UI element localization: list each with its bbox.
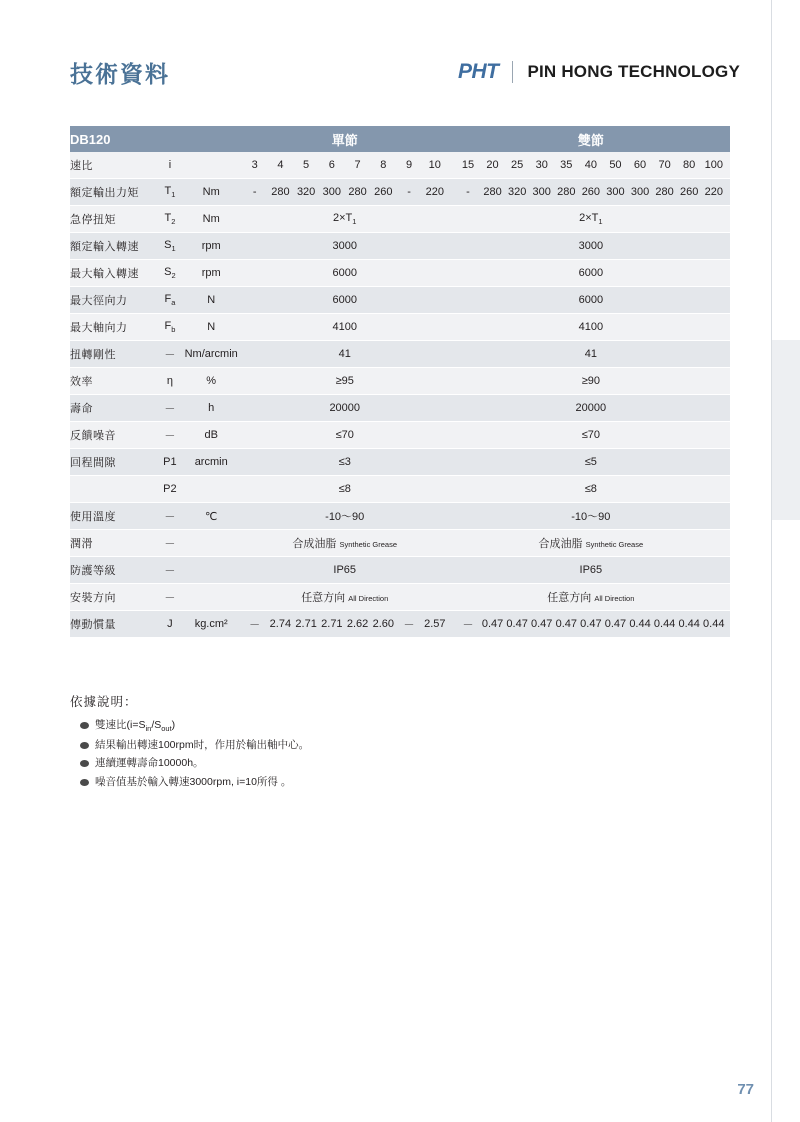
merged-value: ≤70 bbox=[335, 429, 354, 441]
merged-value: 6000 bbox=[578, 267, 604, 279]
merged-value: 20000 bbox=[329, 402, 361, 414]
single-value bbox=[238, 341, 452, 368]
merged-value: $2\times T_1$ bbox=[579, 211, 603, 227]
merged-value: 41 bbox=[584, 348, 597, 360]
table-cell: 300 bbox=[532, 186, 551, 198]
double-value bbox=[452, 206, 730, 233]
row-unit: h bbox=[208, 402, 215, 414]
table-cell: 0.44 bbox=[678, 618, 700, 630]
table-cell: 60 bbox=[633, 159, 647, 171]
double-value bbox=[452, 584, 730, 611]
table-row bbox=[70, 341, 730, 368]
table-row bbox=[70, 287, 730, 314]
table-cell: 20 bbox=[486, 159, 499, 171]
brand-lockup bbox=[458, 60, 740, 84]
table-cell: 2.74 bbox=[269, 618, 292, 630]
row-symbol: J bbox=[167, 618, 173, 630]
row-symbol: $F_a$ bbox=[164, 292, 176, 308]
table-cell: 10 bbox=[428, 159, 441, 171]
table-cell: 50 bbox=[609, 159, 622, 171]
double-value bbox=[452, 287, 730, 314]
row-label: 傳動慣量 bbox=[70, 619, 116, 631]
single-value bbox=[238, 584, 452, 611]
row-unit: Nm bbox=[202, 186, 220, 198]
table-row bbox=[70, 530, 730, 557]
merged-value: 41 bbox=[338, 348, 351, 360]
table-row bbox=[70, 395, 730, 422]
table-row bbox=[70, 449, 730, 476]
row-symbol: － bbox=[164, 349, 176, 361]
table-cell: 8 bbox=[380, 159, 387, 171]
note-item bbox=[80, 739, 710, 753]
bullet-icon bbox=[80, 742, 89, 749]
merged-value: ≤70 bbox=[581, 429, 600, 441]
table-cell: 280 bbox=[348, 186, 367, 198]
table-cell: 25 bbox=[511, 159, 524, 171]
model-label: DB120 bbox=[70, 126, 238, 152]
double-value bbox=[452, 314, 730, 341]
table-cell: 2.57 bbox=[424, 618, 446, 630]
table-row bbox=[70, 476, 730, 503]
table-cell: 320 bbox=[507, 186, 527, 198]
merged-value: 任意方向 All Direction bbox=[547, 592, 635, 604]
table-cell: 260 bbox=[374, 186, 393, 198]
merged-value: 合成油脂 Synthetic Grease bbox=[292, 538, 398, 550]
table-row bbox=[70, 557, 730, 584]
row-label: 效率 bbox=[70, 376, 93, 388]
table-cell: 0.47 bbox=[506, 618, 528, 630]
row-label: 壽命 bbox=[70, 403, 93, 415]
row-symbol: － bbox=[164, 403, 176, 415]
row-label: 最大輸入轉速 bbox=[70, 268, 139, 280]
row-unit bbox=[185, 584, 238, 611]
merged-value: ≤3 bbox=[338, 456, 351, 468]
merged-value: ≤8 bbox=[338, 483, 351, 495]
note-text: 結果輸出轉速100rpm时，作用於輸出軸中心。 bbox=[95, 738, 310, 751]
row-symbol: － bbox=[164, 565, 176, 577]
row-unit bbox=[185, 557, 238, 584]
bullet-icon bbox=[80, 722, 89, 729]
row-label: 扭轉剛性 bbox=[70, 349, 116, 361]
table-cell: 30 bbox=[535, 159, 548, 171]
double-values bbox=[452, 179, 730, 206]
row-symbol: $S_1$ bbox=[164, 238, 176, 254]
single-value bbox=[238, 530, 452, 557]
row-unit: Nm/arcmin bbox=[184, 348, 238, 360]
merged-value: IP65 bbox=[579, 564, 603, 576]
right-edge-bar bbox=[771, 0, 800, 1122]
single-value bbox=[238, 557, 452, 584]
row-label: 急停扭矩 bbox=[70, 214, 116, 226]
merged-value: ≥95 bbox=[335, 375, 354, 387]
table-cell: - bbox=[466, 186, 470, 198]
row-label: 安裝方向 bbox=[70, 592, 116, 604]
bullet-icon bbox=[80, 779, 89, 786]
merged-value-en: Synthetic Grease bbox=[339, 540, 398, 549]
table-cell: 280 bbox=[557, 186, 576, 198]
table-cell: 40 bbox=[584, 159, 597, 171]
table-cell: 320 bbox=[296, 186, 316, 198]
table-cell: 3 bbox=[251, 159, 258, 171]
table-row bbox=[70, 584, 730, 611]
merged-value: $2\times T_1$ bbox=[333, 211, 357, 227]
table-cell: 100 bbox=[704, 159, 723, 171]
row-label: 回程間隙 bbox=[70, 457, 116, 469]
row-label: 額定輸入轉速 bbox=[70, 241, 139, 253]
note-item bbox=[80, 719, 710, 734]
single-value bbox=[238, 476, 452, 503]
row-unit: dB bbox=[204, 429, 218, 441]
table-cell: 280 bbox=[655, 186, 674, 198]
single-value bbox=[238, 287, 452, 314]
group-double-label: 雙節 bbox=[452, 126, 730, 152]
table-cell: 300 bbox=[630, 186, 650, 198]
double-value bbox=[452, 557, 730, 584]
double-value bbox=[452, 449, 730, 476]
single-values bbox=[238, 152, 452, 179]
merged-value-en: Synthetic Grease bbox=[585, 540, 644, 549]
table-row bbox=[70, 260, 730, 287]
pht-logo: PHT bbox=[457, 60, 499, 83]
row-symbol: $T_1$ bbox=[164, 184, 176, 200]
row-unit bbox=[185, 476, 238, 503]
double-value bbox=[452, 503, 730, 530]
table-cell: － bbox=[249, 619, 261, 631]
row-symbol: － bbox=[164, 511, 176, 523]
row-label: 速比 bbox=[70, 160, 93, 172]
merged-value: 3000 bbox=[578, 240, 604, 252]
table-cell: 280 bbox=[483, 186, 502, 198]
table-cell: 0.44 bbox=[629, 618, 651, 630]
row-unit bbox=[185, 530, 238, 557]
row-label: 額定輸出力矩 bbox=[70, 187, 139, 199]
row-label: 最大軸向力 bbox=[70, 322, 128, 334]
single-value bbox=[238, 233, 452, 260]
row-label bbox=[70, 476, 155, 503]
table-cell: 0.47 bbox=[481, 618, 504, 630]
bullet-icon bbox=[80, 760, 89, 767]
divider bbox=[512, 61, 513, 83]
table-cell: 300 bbox=[606, 186, 625, 198]
merged-value: ≥90 bbox=[581, 375, 600, 387]
table-row bbox=[70, 422, 730, 449]
table-cell: - bbox=[252, 186, 257, 198]
merged-value-en: All Direction bbox=[594, 594, 635, 603]
row-label: 反饋噪音 bbox=[70, 430, 116, 442]
single-value bbox=[238, 422, 452, 449]
table-cell: － bbox=[462, 619, 474, 631]
row-symbol: P1 bbox=[163, 456, 177, 468]
table-cell: 35 bbox=[560, 159, 573, 171]
row-symbol: i bbox=[168, 159, 172, 171]
merged-value: 任意方向 All Direction bbox=[301, 592, 389, 604]
table-cell: 0.47 bbox=[604, 618, 627, 630]
note-item bbox=[80, 757, 710, 771]
notes-title: 依據說明： bbox=[70, 695, 138, 709]
table-row bbox=[70, 503, 730, 530]
table-cell: 0.44 bbox=[703, 618, 725, 630]
row-unit: kg.cm² bbox=[194, 618, 228, 630]
merged-value: 4100 bbox=[578, 321, 604, 333]
row-unit: N bbox=[207, 294, 216, 306]
row-symbol: $S_2$ bbox=[164, 265, 176, 281]
note-item bbox=[80, 776, 710, 790]
single-value bbox=[238, 314, 452, 341]
row-unit: arcmin bbox=[194, 456, 228, 468]
table-row bbox=[70, 152, 730, 179]
merged-value: 4100 bbox=[332, 321, 357, 333]
table-cell: 0.47 bbox=[580, 618, 602, 630]
row-unit: rpm bbox=[201, 240, 221, 252]
single-value bbox=[238, 395, 452, 422]
double-value bbox=[452, 530, 730, 557]
double-value bbox=[452, 476, 730, 503]
merged-value: 合成油脂 Synthetic Grease bbox=[538, 538, 644, 550]
table-cell: 70 bbox=[658, 159, 671, 171]
table-cell: 220 bbox=[425, 186, 444, 198]
row-symbol: η bbox=[166, 375, 173, 387]
row-symbol: P2 bbox=[163, 483, 177, 495]
double-values bbox=[452, 611, 730, 638]
single-values bbox=[238, 179, 452, 206]
table-cell: 2.60 bbox=[372, 618, 395, 630]
double-value bbox=[452, 368, 730, 395]
merged-value: 6000 bbox=[332, 294, 357, 306]
group-single-label: 單節 bbox=[238, 126, 452, 152]
double-value bbox=[452, 233, 730, 260]
table-cell: 2.62 bbox=[346, 618, 369, 630]
table-cell: 0.47 bbox=[555, 618, 577, 630]
table-cell: 7 bbox=[354, 159, 361, 171]
row-unit: % bbox=[206, 375, 217, 387]
table-cell: 2.71 bbox=[321, 618, 343, 630]
table-cell: - bbox=[407, 186, 411, 198]
note-text: 雙速比$(i=S_{in}/S_{out})$ bbox=[95, 719, 176, 734]
page-title: 技術資料 bbox=[70, 61, 170, 87]
row-symbol: $F_b$ bbox=[164, 319, 176, 335]
spec-table bbox=[70, 126, 730, 638]
table-cell: 4 bbox=[277, 159, 284, 171]
row-symbol: － bbox=[164, 538, 176, 550]
double-value bbox=[452, 341, 730, 368]
table-row bbox=[70, 206, 730, 233]
table-cell: 15 bbox=[461, 159, 475, 171]
table-row bbox=[70, 233, 730, 260]
row-unit: N bbox=[207, 321, 216, 333]
table-cell: 280 bbox=[271, 186, 290, 198]
single-value bbox=[238, 368, 452, 395]
row-symbol: － bbox=[164, 430, 176, 442]
double-value bbox=[452, 395, 730, 422]
table-cell: 0.47 bbox=[531, 618, 553, 630]
merged-value: ≤8 bbox=[584, 483, 597, 495]
merged-value: ≤5 bbox=[584, 456, 597, 468]
table-row bbox=[70, 611, 730, 638]
notes-block bbox=[70, 692, 710, 795]
table-cell: 6 bbox=[328, 159, 335, 171]
note-text: 噪音值基於輸入轉速3000rpm, i=10所得 。 bbox=[95, 776, 292, 789]
merged-value: -10～90 bbox=[571, 511, 611, 523]
single-value bbox=[238, 260, 452, 287]
spec-table-body bbox=[70, 126, 730, 638]
note-text: 連續運轉壽命10000h。 bbox=[95, 757, 204, 770]
merged-value-en: All Direction bbox=[348, 594, 389, 603]
page-header bbox=[70, 56, 740, 96]
merged-value: -10～90 bbox=[325, 511, 365, 523]
single-value bbox=[238, 206, 452, 233]
table-cell: 0.44 bbox=[653, 618, 676, 630]
row-unit bbox=[185, 152, 238, 179]
row-label: 使用溫度 bbox=[70, 511, 116, 523]
single-value bbox=[238, 449, 452, 476]
table-cell: 300 bbox=[322, 186, 342, 198]
table-row bbox=[70, 314, 730, 341]
table-cell: 80 bbox=[683, 159, 696, 171]
double-value bbox=[452, 422, 730, 449]
table-cell: 220 bbox=[704, 186, 723, 198]
table-cell: 9 bbox=[405, 159, 413, 171]
row-unit: ℃ bbox=[205, 510, 218, 523]
row-label: 最大徑向力 bbox=[70, 295, 128, 307]
table-header-row bbox=[70, 126, 730, 152]
merged-value: 6000 bbox=[578, 294, 604, 306]
merged-value: IP65 bbox=[333, 564, 357, 576]
table-cell: － bbox=[403, 619, 415, 631]
single-value bbox=[238, 503, 452, 530]
single-values bbox=[238, 611, 452, 638]
notes-list bbox=[70, 719, 710, 790]
row-label: 防護等級 bbox=[70, 565, 116, 577]
table-cell: 260 bbox=[680, 186, 699, 198]
merged-value: 6000 bbox=[332, 267, 357, 279]
row-unit: Nm bbox=[202, 213, 220, 225]
page-number: 77 bbox=[737, 1081, 754, 1098]
double-value bbox=[452, 260, 730, 287]
brand-name: PIN HONG TECHNOLOGY bbox=[527, 62, 740, 81]
merged-value: 20000 bbox=[575, 402, 607, 414]
row-symbol: $T_2$ bbox=[164, 211, 176, 227]
row-label: 潤滑 bbox=[70, 538, 93, 550]
row-unit: rpm bbox=[201, 267, 221, 279]
table-row bbox=[70, 179, 730, 206]
merged-value: 3000 bbox=[332, 240, 357, 252]
table-cell: 260 bbox=[581, 186, 601, 198]
table-cell: 2.71 bbox=[295, 618, 317, 630]
row-symbol: － bbox=[164, 592, 176, 604]
double-values bbox=[452, 152, 730, 179]
table-cell: 5 bbox=[303, 159, 310, 171]
table-row bbox=[70, 368, 730, 395]
